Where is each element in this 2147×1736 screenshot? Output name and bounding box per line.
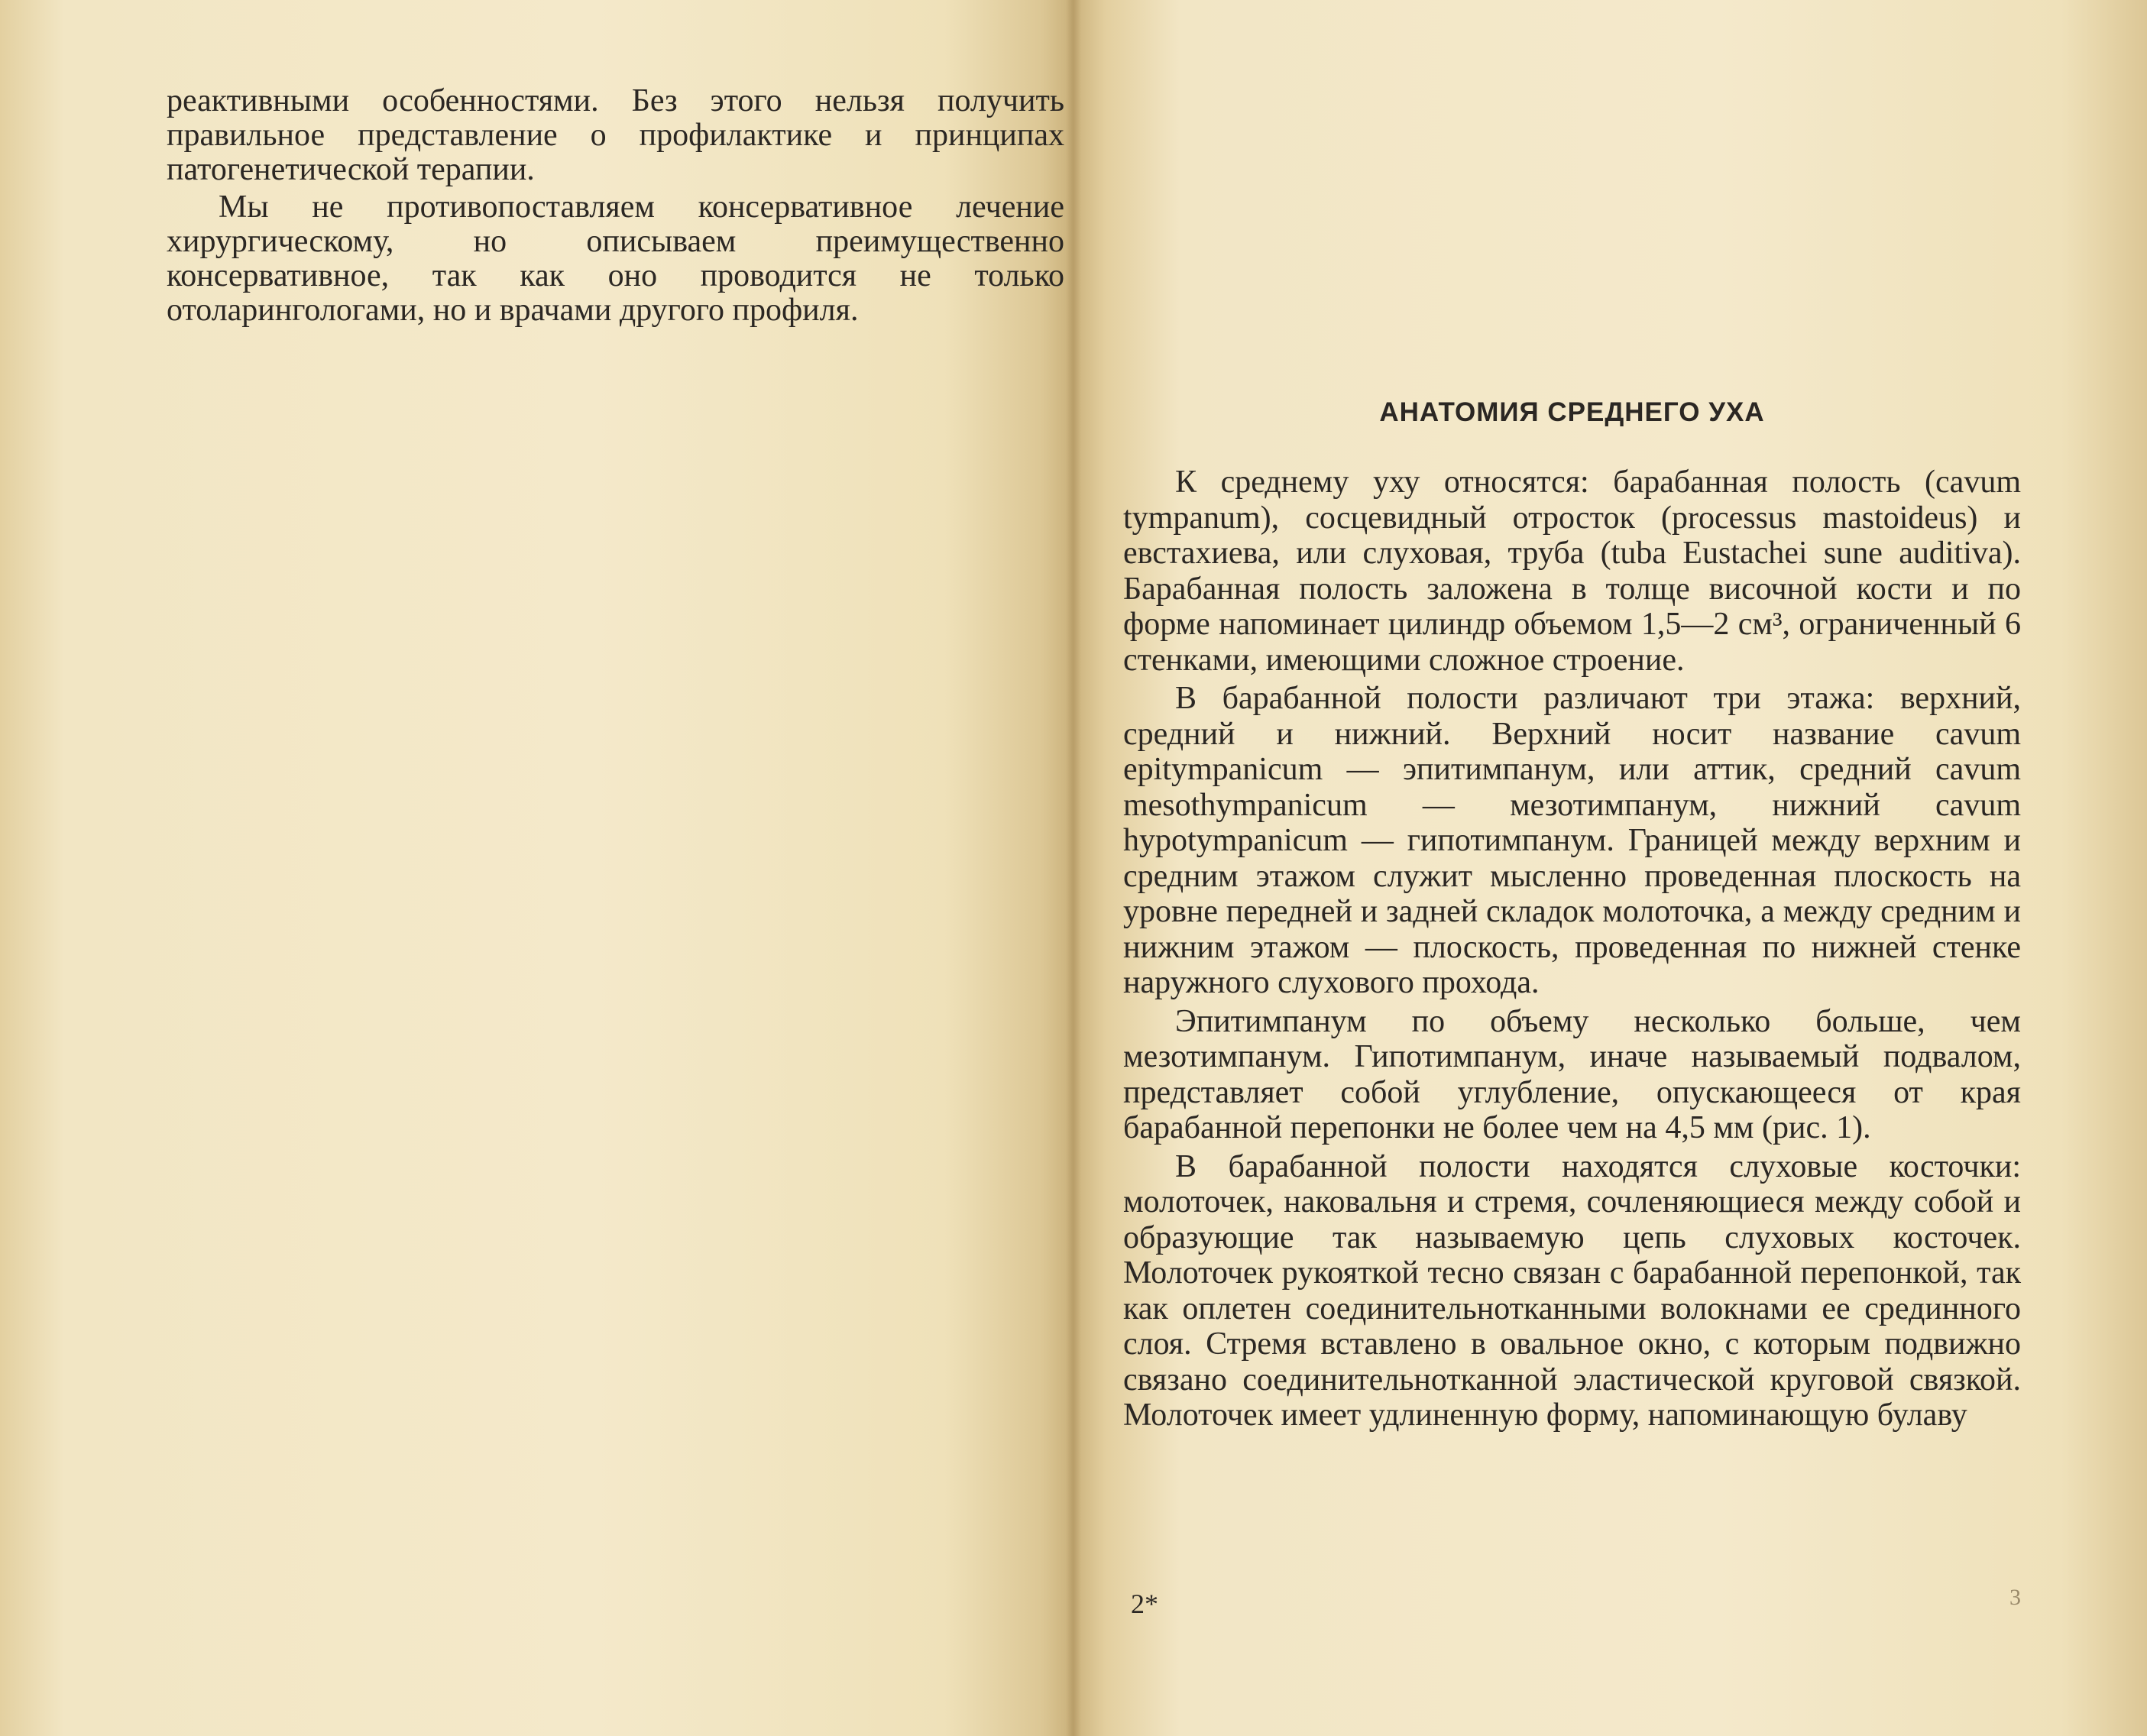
page-number: 3 (2009, 1585, 2021, 1610)
book-gutter (1066, 0, 1081, 1736)
right-paragraph-4: В барабанной полости находятся слуховые косточки: молоточек, наковальня и стремя, сочленяющиеся между собой и образующие так называемую цепь слуховых косточек. Молоточек рукояткой тесно связан с барабанной перепонкой, так как оплетен соединительнотканными волокнами ее срединного слоя. Стремя вставлено в овальное окно, с которым подвижно связано соединительнотканной эластической круговой связкой. Молоточек имеет удлиненную форму, напоминающую булаву (1123, 1148, 2021, 1433)
section-heading: АНАТОМИЯ СРЕДНЕГО УХА (1379, 397, 1765, 427)
left-paragraph-1: реактивными особенностями. Без этого нельзя получить правильное представление о профилактике и принципах патогенетической терапии. (167, 83, 1064, 187)
right-paragraph-2: В барабанной полости различают три этажа: верхний, средний и нижний. Верхний носит название cavum epitympanicum — эпитимпанум, или аттик, средний cavum mesothympanicum — мезотимпанум, нижний cavum hypotympanicum — гипотимпанум. Границей между верхним и средним этажом служит мысленно проведенная плоскость на уровне передней и задней складок молоточка, а между средним и нижним этажом — плоскость, проведенная по нижней стенке наружного слухового прохода. (1123, 681, 2021, 1000)
left-page-text (167, 84, 1064, 328)
signature-mark: 2* (1131, 1589, 1158, 1619)
right-paragraph-3: Эпитимпанум по объему несколько больше, чем мезотимпанум. Гипотимпанум, иначе называемый подвалом, представляет собой углубление, опускающееся от края барабанной перепонки не более чем на 4,5 мм (рис. 1). (1123, 1003, 2021, 1145)
left-paragraph-2: Мы не противопоставляем консервативное лечение хирургическому, но описываем преимущественно консервативное, так как оно проводится не только отоларингологами, но и врачами другого профиля. (167, 189, 1064, 328)
right-paragraph-1: К среднему уху относятся: барабанная полость (cavum tympanum), сосцевидный отросток (processus mastoideus) и евстахиева, или слуховая, труба (tuba Eustachei sune auditiva). Барабанная полость заложена в толще височной кости и по форме напоминает цилиндр объемом 1,5—2 см³, ограниченный 6 стенками, имеющими сложное строение. (1123, 465, 2021, 678)
right-page-text (1123, 465, 2021, 1433)
